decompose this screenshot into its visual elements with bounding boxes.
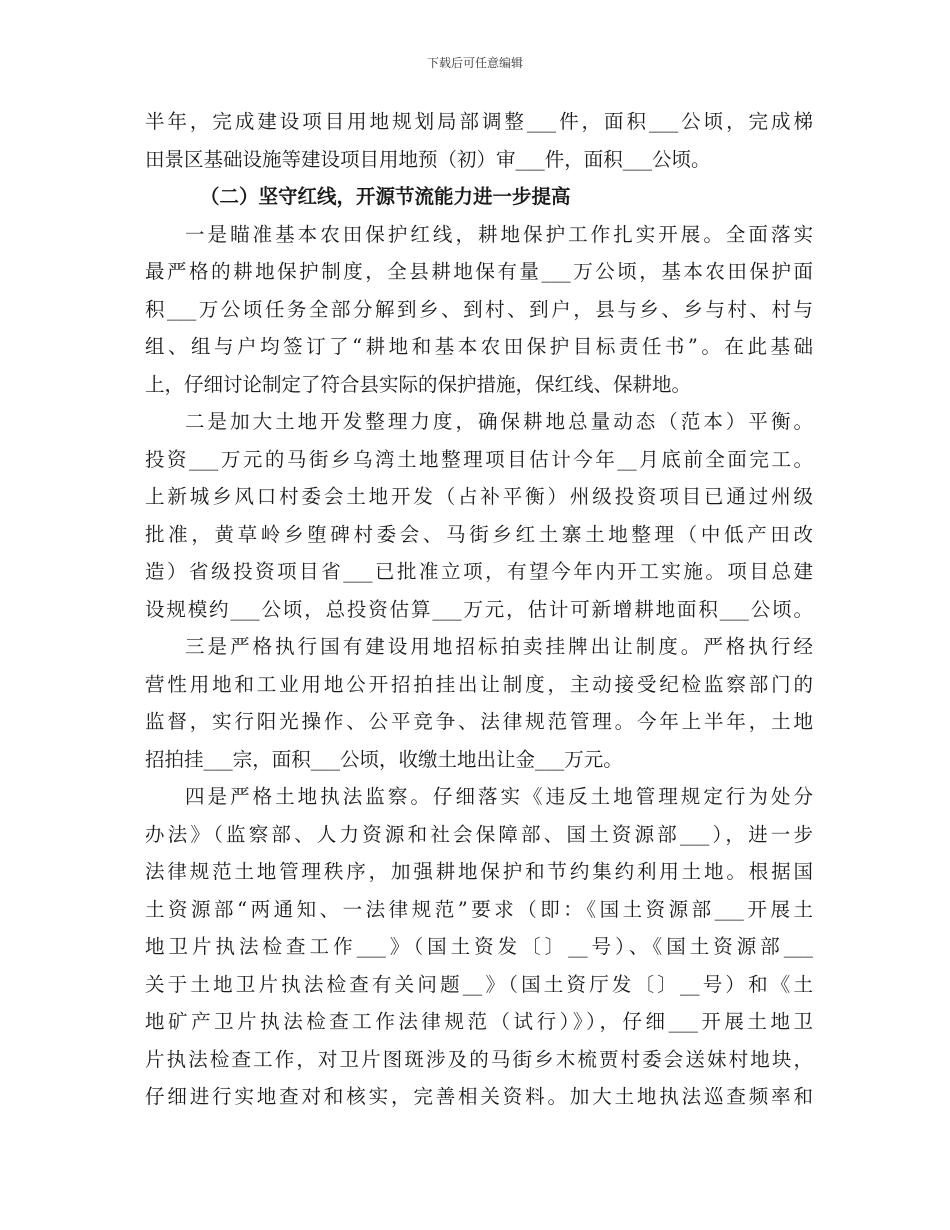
- text-line: 二是加大土地开发整理力度，确保耕地总量动态（范本）平衡。: [185, 410, 813, 433]
- text-line: 设规模约___公顷，总投资估算___万元，估计可新增耕地面积___公顷。: [145, 597, 813, 621]
- text-line: 营性用地和工业用地公开招拍挂出让制度，主动接受纪检监察部门的: [145, 672, 813, 696]
- text-line: 关于土地卫片执法检查有关问题__》（国土资厅发〔〕__号）和《土: [145, 972, 813, 996]
- document-body: [145, 103, 813, 1116]
- text-line: 积___万公顷任务全部分解到乡、到村、到户，县与乡、乡与村、村与: [145, 297, 813, 321]
- text-line: 片执法检查工作，对卫片图斑涉及的马街乡木梳贾村委会送妹村地块，: [145, 1047, 813, 1071]
- text-line: 监督，实行阳光操作、公平竞争、法律规范管理。今年上半年，土地: [145, 710, 813, 733]
- text-line: 上，仔细讨论制定了符合县实际的保护措施，保红线、保耕地。: [145, 372, 692, 396]
- text-line: 办法》（监察部、人力资源和社会保障部、国土资源部___），进一步: [145, 822, 813, 846]
- text-line: 上新城乡风口村委会土地开发（占补平衡）州级投资项目已通过州级: [145, 485, 813, 508]
- text-line: 三是严格执行国有建设用地招标拍卖挂牌出让制度。严格执行经: [185, 635, 813, 658]
- text-line: 田景区基础设施等建设项目用地预（初）审___件，面积___公顷。: [145, 147, 711, 171]
- text-line: 招拍挂___宗，面积___公顷，收缴土地出让金___万元。: [145, 747, 623, 771]
- page-header: 下载后可任意编辑: [426, 56, 523, 70]
- text-line: 法律规范土地管理秩序，加强耕地保护和节约集约利用土地。根据国: [145, 860, 813, 883]
- text-line: 土资源部“两通知、一法律规范”要求（即：《国土资源部___开展土: [145, 897, 813, 921]
- text-line: 造）省级投资项目省___已批准立项，有望今年内开工实施。项目总建: [145, 560, 813, 583]
- text-line: 半年，完成建设项目用地规划局部调整___件，面积___公顷，完成梯: [145, 110, 813, 133]
- text-line: 批准，黄草岭乡堕碑村委会、马街乡红土寨土地整理（中低产田改: [145, 522, 813, 546]
- text-line: 投资___万元的马街乡乌湾土地整理项目估计今年__月底前全面完工。: [145, 447, 813, 471]
- text-line: 组、组与户均签订了“耕地和基本农田保护目标责任书”。在此基础: [145, 335, 813, 358]
- text-line: 四是严格土地执法监察。仔细落实《违反土地管理规定行为处分: [185, 785, 813, 808]
- section-heading: （二）坚守红线，开源节流能力进一步提高: [200, 185, 571, 208]
- text-line: 地矿产卫片执法检查工作法律规范（试行）》），仔细___开展土地卫: [145, 1010, 813, 1033]
- text-line: 一是瞄准基本农田保护红线，耕地保护工作扎实开展。全面落实: [185, 222, 813, 246]
- text-line: 地卫片执法检查工作___》（国土资发〔〕__号）、《国土资源部___: [145, 935, 813, 958]
- text-line: 仔细进行实地查对和核实，完善相关资料。加大土地执法巡查频率和: [145, 1085, 813, 1108]
- text-line: 最严格的耕地保护制度，全县耕地保有量___万公顷，基本农田保护面: [145, 260, 813, 283]
